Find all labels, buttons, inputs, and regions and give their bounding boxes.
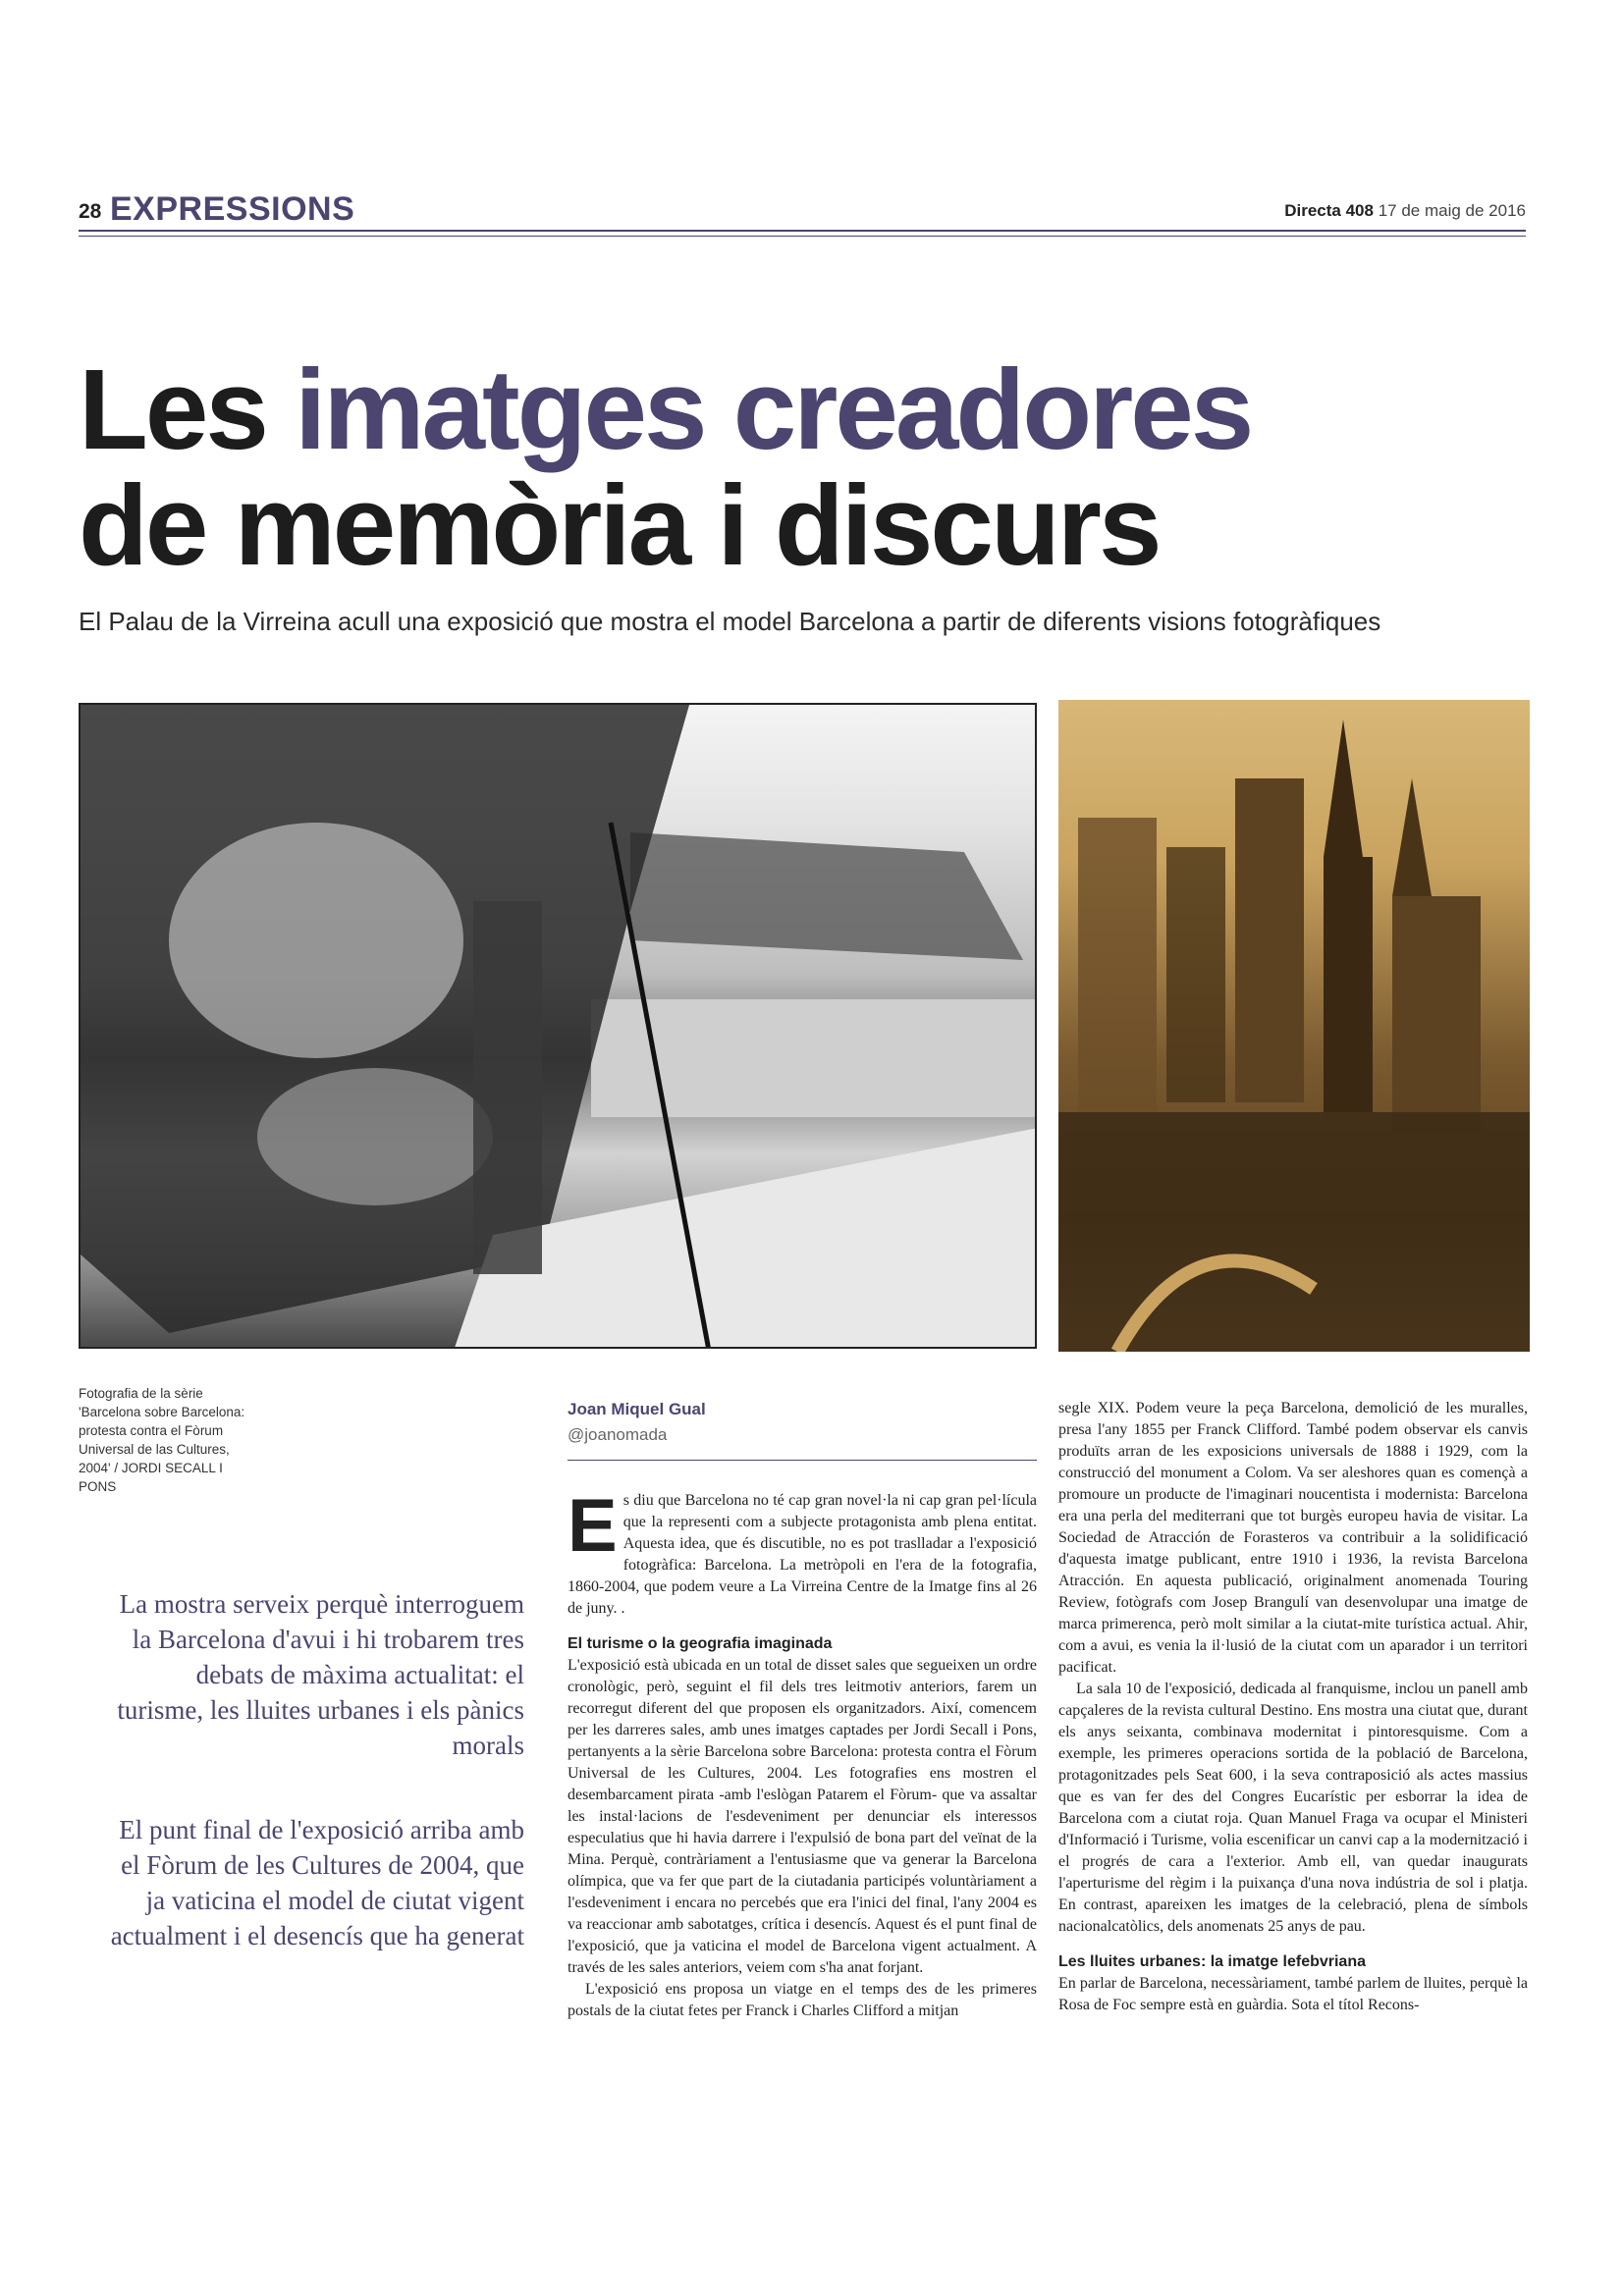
header-rule <box>79 230 1526 232</box>
protest-flag-photo <box>79 703 1037 1349</box>
article-column-2 <box>1058 1398 1528 2016</box>
article-paragraph: L'exposició ens proposa un viatge en el temps des de les primeres postals de la ciutat fetes per Franck i Charles Clifford a mitjan <box>568 1981 1037 2019</box>
article-paragraph <box>568 1484 1037 1620</box>
author-handle[interactable]: @joanomada <box>568 1425 668 1444</box>
protest-flag-illustration <box>81 705 1037 1349</box>
issue-date: 17 de maig de 2016 <box>1378 201 1526 220</box>
issue-info <box>1284 201 1526 221</box>
headline-line2: de memòria i discurs <box>79 461 1160 589</box>
subheading: Les lluites urbanes: la imatge lefebvriana <box>1058 1953 1366 1970</box>
headline-accent: imatges creadores <box>295 346 1252 473</box>
article-paragraph: En parlar de Barcelona, necessàriament, també parlem de lluites, perquè la Rosa de Foc sempre està en guàrdia. Sota el títol Recons- <box>1058 1975 1528 2013</box>
drop-cap: E <box>568 1484 618 1568</box>
article-paragraph: segle XIX. Podem veure la peça Barcelona, demolició de les muralles, presa l'any 1855 per Franck Clifford. També podem observar els canvis produïts arran de les exposicions universals de 1888 i 1929, com la construcció del monument a Colom. Va ser aleshores quan es començà a promoure un producte de l'imaginari noucentista i modernista: Barcelona era una perla del mediterrani que tot burgès europeu havia de visitar. La Sociedad de Atracción de Forasteros va contribuir a la solidificació d'aquesta imatge publicant, entre 1910 i 1936, la revista Barcelona Atracción. En aquesta publicació, originalment anomenada Touring Review, fotògrafs com Josep Brangulí van desenvolupar una imatge de marca primerenca, però molt similar a la ciutat-mite turística actual. Ahir, com a avui, es venia la il·lusió de la ciutat com un aparador i un territori pacificat. <box>1058 1400 1528 1676</box>
headline-word: Les <box>79 346 266 473</box>
article-column-1 <box>568 1484 1037 2022</box>
headline <box>79 346 1532 589</box>
publication-name: Directa 408 <box>1284 201 1374 220</box>
pull-quote: La mostra serveix perquè interroguem la Barcelona d'avui i hi trobarem tres debats de màxima actualitat: el turisme, les lluites urbanes i els pànics morals <box>117 1589 524 1760</box>
section-title: EXPRESSIONS <box>110 190 355 228</box>
subheading: El turisme o la geografia imaginada <box>568 1635 833 1652</box>
subtitle: El Palau de la Virreina acull una exposició que mostra el model Barcelona a partir de diferents visions fotogràfiques <box>79 607 1381 636</box>
article-paragraph: La sala 10 de l'exposició, dedicada al franquisme, inclou un panell amb capçaleres de la revista cultural Destino. Ens mostra una ciutat que, durant els anys seixanta, combinava modernitat i pintoresquisme. Com a exemple, les primeres operacions sortida de la població de Barcelona, protagonitzades pels Seat 600, i la seva contraposició als actes massius que es van fer des del Congres Eucarístic per esborrar la idea de Barcelona com a ciutat roja. Quan Manuel Fraga va ocupar el Ministeri d'Informació i Turisme, volia escenificar un canvi cap a la modernització i el progrés de cara a l'exterior. Amb ell, van quedar inaugurats l'aperturisme del règim i la puixança d'una nova indústria de sol i platja. En contrast, apareixen les imatges de la celebració, plena de símbols nacionalcatòlics, dels anomenats 25 anys de pau. <box>1058 1681 1528 1935</box>
author-name: Joan Miquel Gual <box>568 1400 706 1418</box>
pull-quote: El punt final de l'exposició arriba amb el Fòrum de les Cultures de 2004, que ja vaticina el model de ciutat vigent actualment i el desencís que ha generat <box>110 1815 524 1950</box>
header-rule-thin <box>79 236 1526 237</box>
article-paragraph: L'exposició està ubicada en un total de disset sales que segueixen un ordre cronològic, però, seguint el fil dels tres leitmotiv anteriors, farem un recorregut diferent del que proposen els organitzadors. Així, comencem per les darreres sales, amb unes imatges captades per Jordi Secall i Pons, pertanyents a la sèrie Barcelona sobre Barcelona: protesta contra el Fòrum Universal de les Cultures, 2004. Les fotografies ens mostren el desembarcament pirata -amb l'eslògan Patarem el Fòrum- que va assaltar les instal·lacions de l'esdeveniment per denunciar els interessos especulatius que hi havia darrere i l'expulsió de bona part del veïnat de la Mina. Perquè, contràriament a l'entusiasme que va generar la Barcelona olímpica, que va fer que part de la ciutadania participés voluntàriament a l'esdeveniment i encara no percebés que era l'inici del final, l'any 2004 es va reaccionar amb sabotatges, crítica i desencís. Aquest és el punt final de l'exposició, que ja vaticina el model de Barcelona vigent actualment. A través de les sales anteriors, veiem com s'ha anat forjant. <box>568 1657 1037 1976</box>
running-header <box>79 192 1526 232</box>
page-number: 28 <box>79 200 102 223</box>
photo-caption: Fotografia de la sèrie 'Barcelona sobre Barcelona: protesta contra el Fòrum Universal de las Cultures, 2004' / JORDI SECALL I PONS <box>79 1386 245 1494</box>
barcelona-collage-photo <box>1058 700 1530 1352</box>
paragraph-text: s diu que Barcelona no té cap gran novel·la ni cap gran pel·lícula que la representi com a subjecte protagonista amb plena entitat. Aquesta idea, que és discutible, no es pot traslladar a l'exposició fotogràfica: Barcelona. La metròpoli en l'era de la fotografia, 1860-2004, que podem veure a La Virreina Centre de la Imatge fins al 26 de juny. . <box>568 1492 1037 1617</box>
byline-rule <box>568 1460 1037 1461</box>
city-collage-illustration <box>1058 700 1530 1352</box>
